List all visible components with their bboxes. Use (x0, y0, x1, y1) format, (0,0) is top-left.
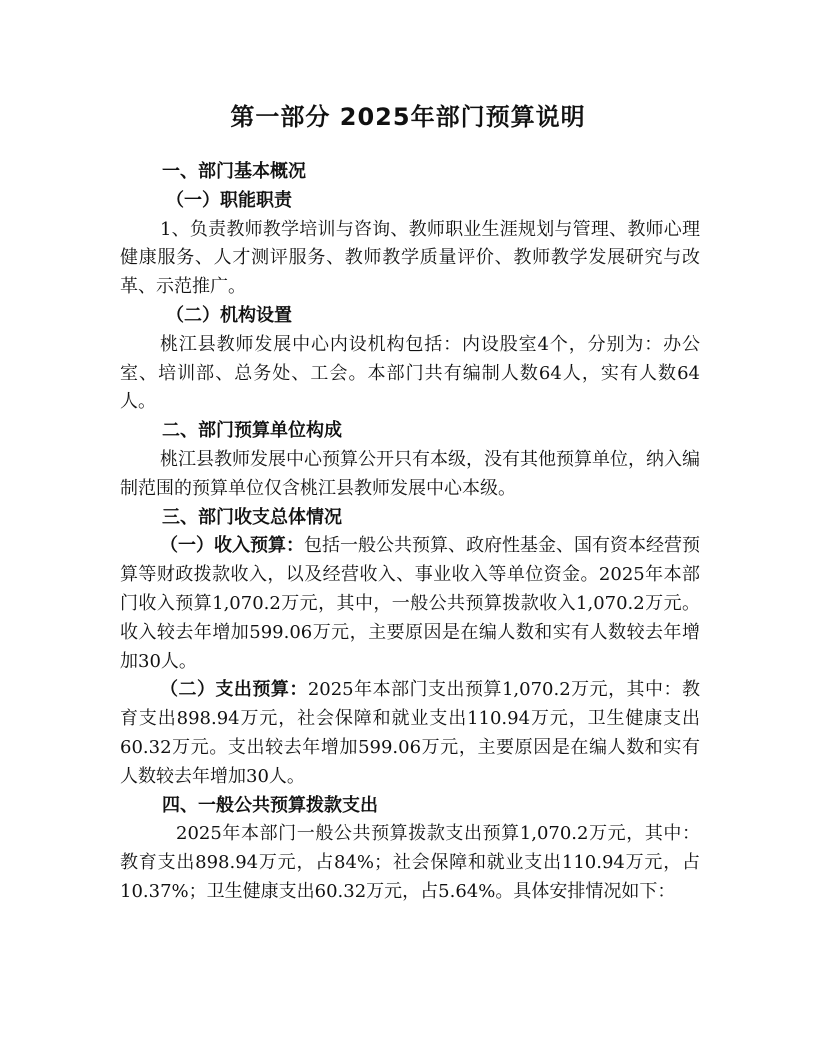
section-heading-overview: 一、部门基本概况 (162, 161, 306, 182)
expense-paragraph (120, 676, 700, 791)
general-budget-paragraph: 2025年本部门一般公共预算拨款支出预算1,070.2万元，其中：教育支出898.94万元，占84%；社会保障和就业支出110.94万元，占10.37%；卫生健康支出60.32万元，占5.64%。具体安排情况如下： (120, 823, 700, 902)
page-title: 第一部分 2025年部门预算说明 (230, 103, 586, 131)
subsection-heading-functions: （一）职能职责 (166, 189, 292, 211)
income-label: （一）收入预算： (160, 535, 304, 557)
section-heading-general-budget: 四、一般公共预算拨款支出 (162, 794, 378, 816)
section-heading-units: 二、部门预算单位构成 (162, 420, 342, 442)
subsection-heading-organization: （二）机构设置 (166, 304, 292, 326)
expense-label: （二）支出预算： (160, 679, 308, 701)
organization-paragraph: 桃江县教师发展中心内设机构包括：内设股室4个，分别为：办公室、培训部、总务处、工会。本部门共有编制人数64人，实有人数64人。 (120, 333, 700, 413)
section-heading-revenue-expenditure: 三、部门收支总体情况 (162, 506, 342, 528)
income-paragraph (120, 532, 700, 676)
units-paragraph: 桃江县教师发展中心预算公开只有本级，没有其他预算单位，纳入编制范围的预算单位仅含桃江县教师发展中心本级。 (120, 448, 700, 499)
document-body (120, 158, 700, 907)
functions-paragraph: 1、负责教师教学培训与咨询、教师职业生涯规划与管理、教师心理健康服务、人才测评服务、教师教学质量评价、教师教学发展研究与改革、示范推广。 (120, 218, 700, 298)
income-text: 包括一般公共预算、政府性基金、国有资本经营预算等财政拨款收入，以及经营收入、事业收入等单位资金。2025年本部门收入预算1,070.2万元，其中，一般公共预算拨款收入1,070.2万元。收入较去年增加599.06万元，主要原因是在编人数和实有人数较去年增加30人。 (120, 535, 700, 672)
expense-text: 2025年本部门支出预算1,070.2万元，其中：教育支出898.94万元，社会保障和就业支出110.94万元，卫生健康支出60.32万元。支出较去年增加599.06万元，主要原因是在编人数和实有人数较去年增加30人。 (120, 679, 700, 787)
